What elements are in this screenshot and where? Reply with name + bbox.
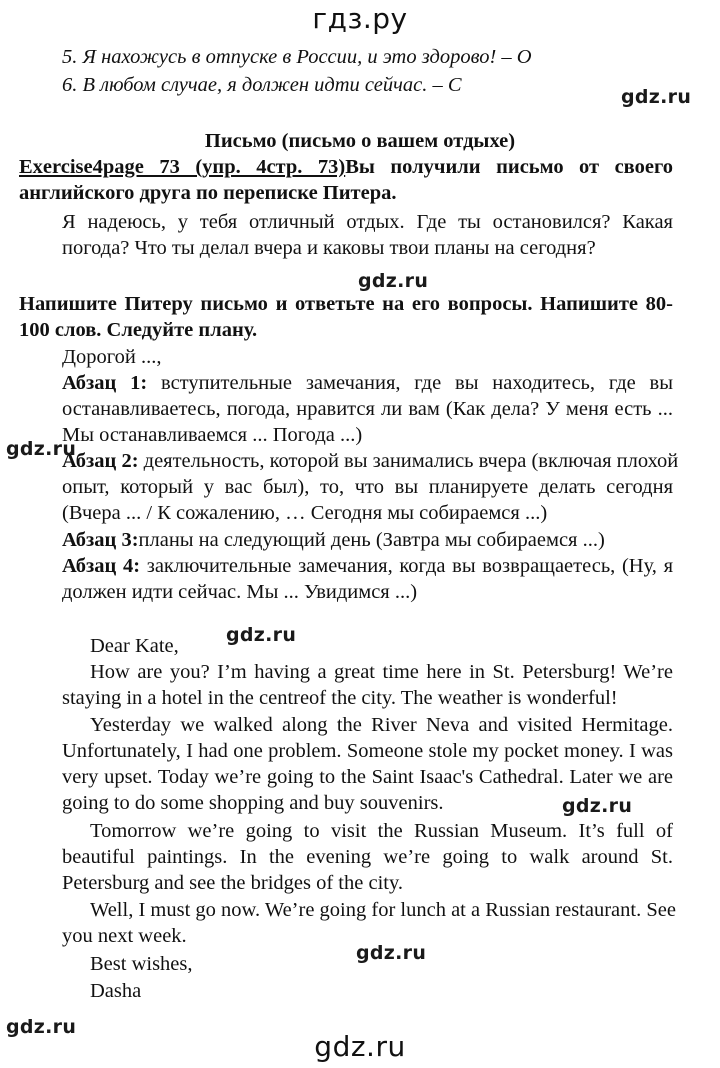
watermark: gdz.ru bbox=[358, 270, 429, 292]
exercise-reference: Exercise4page 73 (упр. 4стр. 73) bbox=[19, 156, 346, 178]
plan-text: деятельность, которой вы занимались вчера (включая плохой bbox=[138, 450, 679, 472]
letter-p1-line-1: How are you? I’m having a great time here in St. Petersburg! We’re bbox=[90, 661, 673, 683]
letter-p2-line-3: very upset. Today we’re going to the Saint Isaac's Cathedral. Later we are bbox=[62, 766, 673, 788]
plan-paragraph-4-line-2: должен идти сейчас. Мы ... Увидимся ...) bbox=[62, 581, 418, 603]
watermark: gdz.ru bbox=[6, 438, 77, 460]
letter-p3-line-1: Tomorrow we’re going to visit the Russian Museum. It’s full of bbox=[90, 820, 673, 842]
section-title: Письмо (письмо о вашем отдыхе) bbox=[204, 130, 516, 152]
exercise-intro-line-2: английского друга по переписке Питера. bbox=[19, 182, 397, 204]
watermark: gdz.ru bbox=[621, 86, 692, 108]
watermark: gdz.ru bbox=[6, 1016, 77, 1038]
plan-paragraph-1-line-3: Мы останавливаемся ... Погода ...) bbox=[62, 424, 363, 446]
plan-paragraph-2-line-2: опыт, который у вас был), то, что вы планируете делать сегодня bbox=[62, 476, 673, 498]
letter-salutation: Dear Kate, bbox=[90, 635, 179, 657]
letter-p3-line-3: Petersburg and see the bridges of the city. bbox=[62, 872, 404, 894]
letter-signature: Dasha bbox=[90, 980, 142, 1002]
task-line-2: 100 слов. Следуйте плану. bbox=[19, 319, 258, 341]
answer-line-6: 6. В любом случае, я должен идти сейчас. – C bbox=[62, 74, 462, 96]
plan-paragraph-1-line-1 bbox=[62, 370, 673, 396]
letter-p2-line-4: going to do some shopping and buy souvenirs. bbox=[62, 792, 444, 814]
exercise-intro-text: Вы получили письмо от своего bbox=[345, 156, 674, 178]
plan-paragraph-2-line-3: (Вчера ... / К сожалению, … Сегодня мы собираемся ...) bbox=[62, 502, 548, 524]
site-title: гдз.ру bbox=[312, 2, 408, 35]
plan-label: Абзац 2: bbox=[62, 450, 139, 472]
letter-p2-line-1: Yesterday we walked along the River Neva and visited Hermitage. bbox=[90, 714, 673, 736]
plan-paragraph-4-line-1 bbox=[62, 553, 673, 579]
plan-paragraph-1-line-2: останавливаетесь, погода, нравится ли вам (Как дела? У меня есть ... bbox=[62, 398, 673, 420]
watermark: gdz.ru bbox=[562, 795, 633, 817]
letter-closing: Best wishes, bbox=[90, 953, 193, 975]
answer-line-5: 5. Я нахожусь в отпуске в России, и это здорово! – O bbox=[62, 46, 532, 68]
letter-p4-line-2: you next week. bbox=[62, 925, 187, 947]
plan-label: Абзац 1: bbox=[62, 372, 148, 394]
letter-p1-line-2: staying in a hotel in the centreof the city. The weather is wonderful! bbox=[62, 687, 618, 709]
plan-label: Абзац 3: bbox=[62, 529, 139, 551]
watermark: gdz.ru bbox=[356, 942, 427, 964]
plan-paragraph-3-line-1 bbox=[62, 527, 605, 553]
letter-p3-line-2: beautiful paintings. In the evening we’re going to walk around St. bbox=[62, 846, 673, 868]
plan-label: Абзац 4: bbox=[62, 555, 141, 577]
exercise-intro-line-1 bbox=[19, 154, 673, 180]
task-line-1: Напишите Питеру письмо и ответьте на его вопросы. Напишите 80- bbox=[19, 293, 673, 315]
peter-letter-line-2: погода? Что ты делал вчера и каковы твои планы на сегодня? bbox=[62, 237, 596, 259]
plan-text: планы на следующий день (Завтра мы собираемся ...) bbox=[138, 529, 605, 551]
peter-letter-line-1: Я надеюсь, у тебя отличный отдых. Где ты остановился? Какая bbox=[62, 211, 673, 233]
plan-paragraph-2-line-1 bbox=[62, 448, 679, 474]
footer-site: gdz.ru bbox=[314, 1030, 406, 1063]
plan-text: вступительные замечания, где вы находитесь, где вы bbox=[147, 372, 673, 394]
letter-p4-line-1: Well, I must go now. We’re going for lunch at a Russian restaurant. See bbox=[90, 899, 676, 921]
watermark: gdz.ru bbox=[226, 624, 297, 646]
plan-text: заключительные замечания, когда вы возвращаетесь, (Ну, я bbox=[140, 555, 674, 577]
plan-greeting: Дорогой ..., bbox=[62, 346, 162, 368]
letter-p2-line-2: Unfortunately, I had one problem. Someone stole my pocket money. I was bbox=[62, 740, 673, 762]
